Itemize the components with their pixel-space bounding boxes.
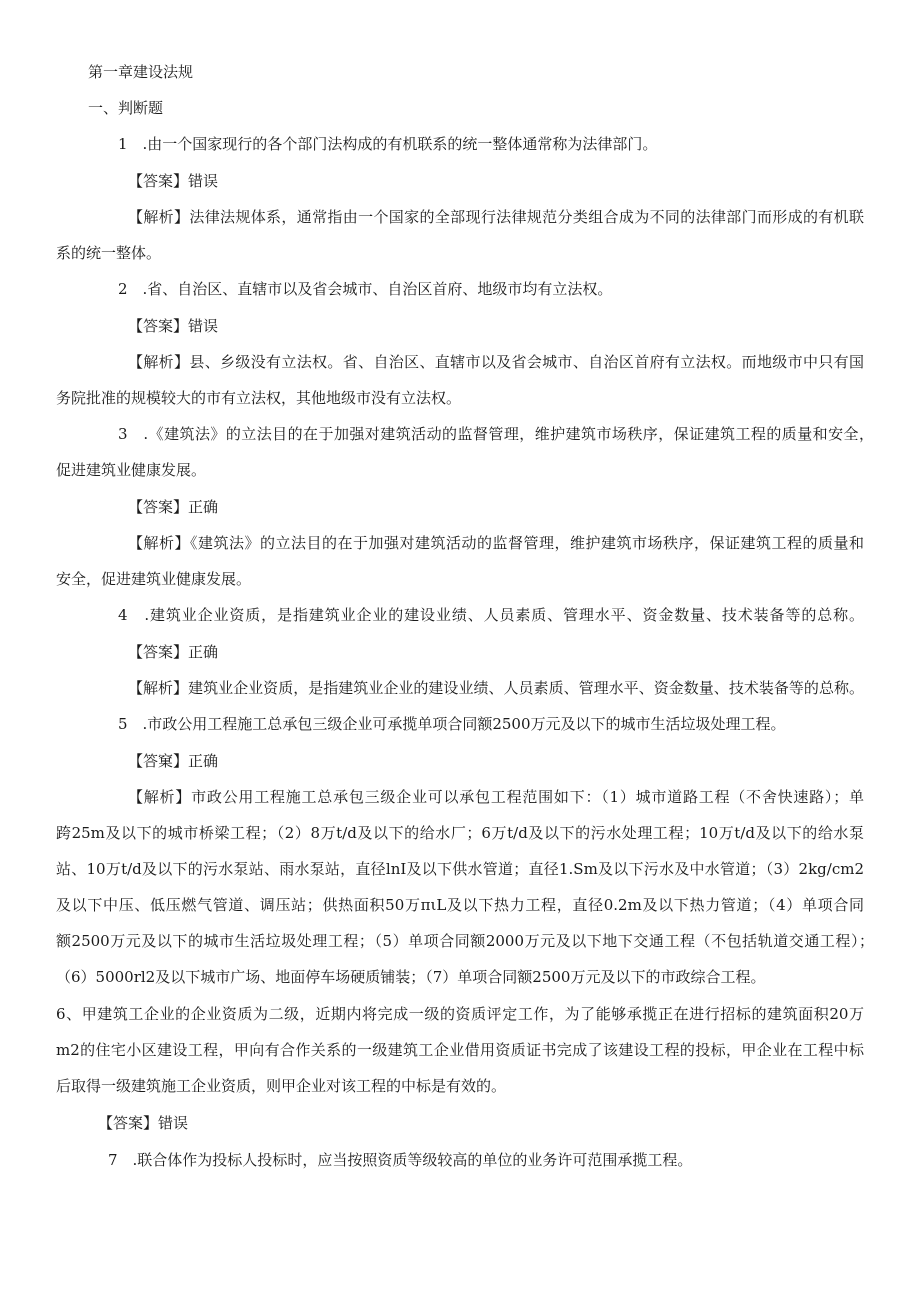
- analysis-1-line-2: 系的统一整体。: [56, 244, 162, 262]
- chapter-title: 第一章建设法规: [88, 63, 194, 81]
- section-title: 一、判断题: [88, 99, 164, 117]
- question-5: 5 .市政公用工程施工总承包三级企业可承揽单项合同额2500万元及以下的城市生活垃圾处理工程。: [118, 715, 786, 733]
- question-2: 2 .省、自治区、直辖市以及省会城市、自治区首府、地级市均有立法权。: [118, 280, 613, 298]
- analysis-3-line-1: 【解析】《建筑法》的立法目的在于加强对建筑活动的监督管理，维护建筑市场秩序，保证建筑工程的质量和: [128, 534, 864, 552]
- question-7: 7 .联合体作为投标人投标时，应当按照资质等级较高的单位的业务许可范围承揽工程。: [108, 1151, 693, 1169]
- analysis-2-line-2: 务院批准的规模较大的市有立法权，其他地级市没有立法权。: [56, 389, 462, 407]
- analysis-1-line-1: 【解析】法律法规体系，通常指由一个国家的全部现行法律规范分类组合成为不同的法律部门而形成的有机联: [128, 208, 864, 226]
- analysis-5-line-1: 【解析】市政公用工程施工总承包三级企业可以承包工程范围如下：（1）城市道路工程（不舍快速路）；单: [128, 788, 864, 806]
- question-1: 1 .由一个国家现行的各个部门法构成的有机联系的统一整体通常称为法律部门。: [118, 135, 658, 153]
- analysis-5-line-2: 跨25m及以下的城市桥梁工程；（2）8万t/d及以下的给水厂；6万t/d及以下的污水处理工程；10万t/d及以下的给水泵: [56, 824, 864, 842]
- analysis-5-line-6: （6）5000rl2及以下城市广场、地面停车场硬质铺装；（7）单项合同额2500万元及以下的市政综合工程。: [56, 968, 766, 986]
- answer-5: 【答窠】正确: [128, 752, 219, 770]
- question-4: 4 .建筑业企业资质，是指建筑业企业的建设业绩、人员素质、管理水平、资金数量、技术装备等的总称。: [118, 606, 864, 624]
- question-6-line-3: 后取得一级建筑施工企业资质，则甲企业对该工程的中标是有效的。: [56, 1077, 507, 1095]
- analysis-5-line-3: 站、10万t/d及以下的污水泵站、雨水泵站，直径lnI及以下供水管道；直径1.Sm及以下污水及中水管道；（3）2kg∕cm2: [56, 860, 864, 878]
- analysis-5-line-4: 及以下中压、低压燃气管道、调压站；供热面积50万πιL及以下热力工程，直径0.2m及以下热力管道；（4）单项合同: [56, 896, 864, 914]
- answer-1: 【答案】错误: [128, 172, 219, 190]
- answer-4: 【答案】正确: [128, 643, 219, 661]
- answer-3: 【答案】正确: [128, 498, 219, 516]
- analysis-2-line-1: 【解析】县、乡级没有立法权。省、自治区、直辖市以及省会城市、自治区首府有立法权。而地级市中只有国: [128, 353, 864, 371]
- analysis-5-line-5: 额2500万元及以下的城市生活垃圾处理工程；（5）单项合同额2000万元及以下地下交通工程（不包括轨道交通工程）；: [56, 932, 874, 950]
- analysis-3-line-2: 安全，促进建筑业健康发展。: [56, 570, 252, 588]
- question-6-line-2: m2的住宅小区建设工程，甲向有合作关系的一级建筑工企业借用资质证书完成了该建设工程的投标，甲企业在工程中标: [56, 1041, 864, 1059]
- question-6-line-1: 6、甲建筑工企业的企业资质为二级，近期内将完成一级的资质评定工作，为了能够承揽正在进行招标的建筑面积20万: [56, 1005, 864, 1023]
- analysis-4: 【解析】建筑业企业资质，是指建筑业企业的建设业绩、人员素质、管理水平、资金数量、技术装备等的总称。: [128, 679, 864, 697]
- question-3-line-2: 促进建筑业健康发展。: [56, 461, 207, 479]
- answer-2: 【答案】错误: [128, 317, 219, 335]
- answer-6: 【答案】错误: [98, 1114, 189, 1132]
- question-3-line-1: 3 .《建筑法》的立法目的在于加强对建筑活动的监督管理，维护建筑市场秩序，保证建筑工程的质量和安全，: [118, 425, 874, 443]
